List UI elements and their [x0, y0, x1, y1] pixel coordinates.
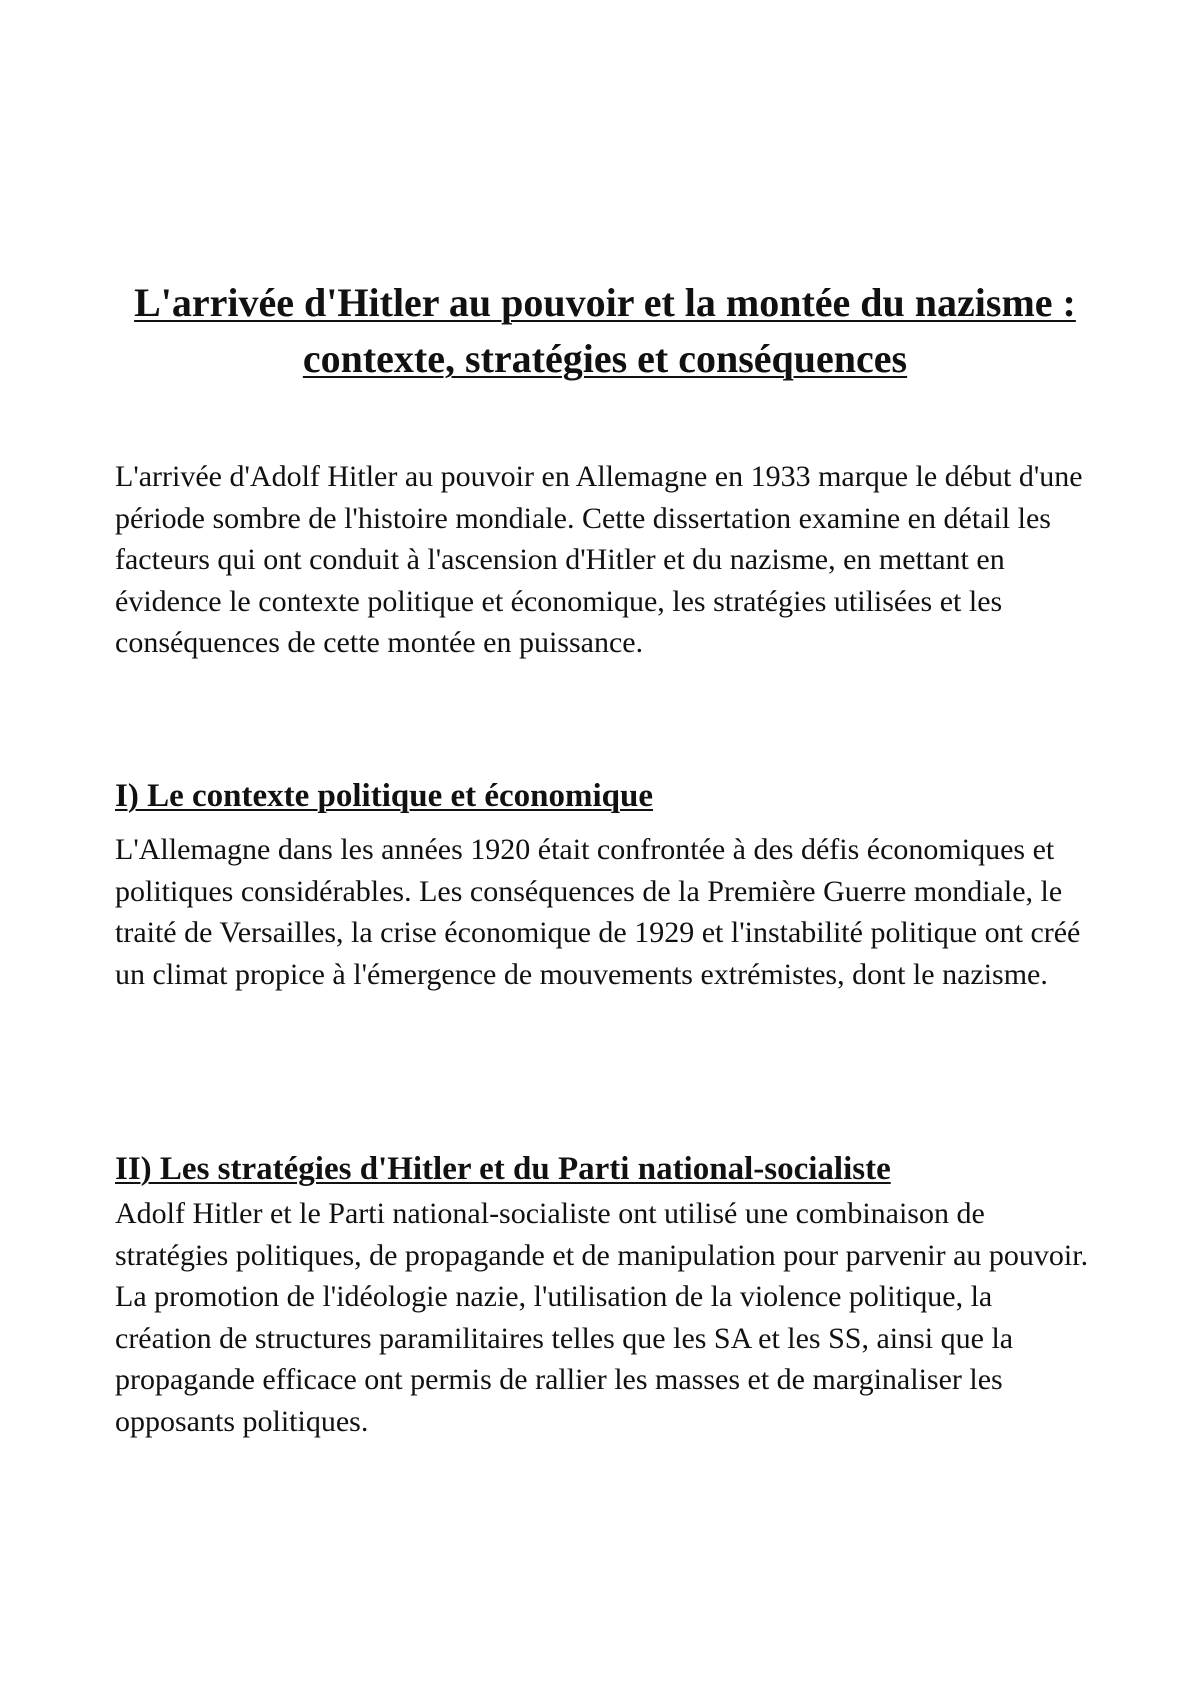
section-heading-1: I) Le contexte politique et économique: [115, 778, 654, 814]
document-title: L'arrivée d'Hitler au pouvoir et la montée du nazisme : contexte, stratégies et conséquences: [134, 280, 1076, 381]
section-body-1: L'Allemagne dans les années 1920 était confrontée à des défis économiques et politiques considérables. Les conséquences de la Première Guerre mondiale, le traité de Versailles, la crise économique de 1929 et l'instabilité politique ont créé un climat propice à l'émergence de mouvements extrémistes, dont le nazisme.: [115, 833, 1081, 991]
section-body-2: Adolf Hitler et le Parti national-socialiste ont utilisé une combinaison de stratégies politiques, de propagande et de manipulation pour parvenir au pouvoir. La promotion de l'idéologie nazie, l'utilisation de la violence politique, la création de structures paramilitaires telles que les SA et les SS, ainsi que la propagande efficace ont permis de rallier les masses et de marginaliser les opposants politiques.: [115, 1197, 1089, 1438]
section-heading-2: II) Les stratégies d'Hitler et du Parti national-socialiste: [115, 1151, 891, 1187]
intro-paragraph: L'arrivée d'Adolf Hitler au pouvoir en Allemagne en 1933 marque le début d'une période sombre de l'histoire mondiale. Cette dissertation examine en détail les facteurs qui ont conduit à l'ascension d'Hitler et du nazisme, en mettant en évidence le contexte politique et économique, les stratégies utilisées et les conséquences de cette montée en puissance.: [115, 460, 1083, 659]
